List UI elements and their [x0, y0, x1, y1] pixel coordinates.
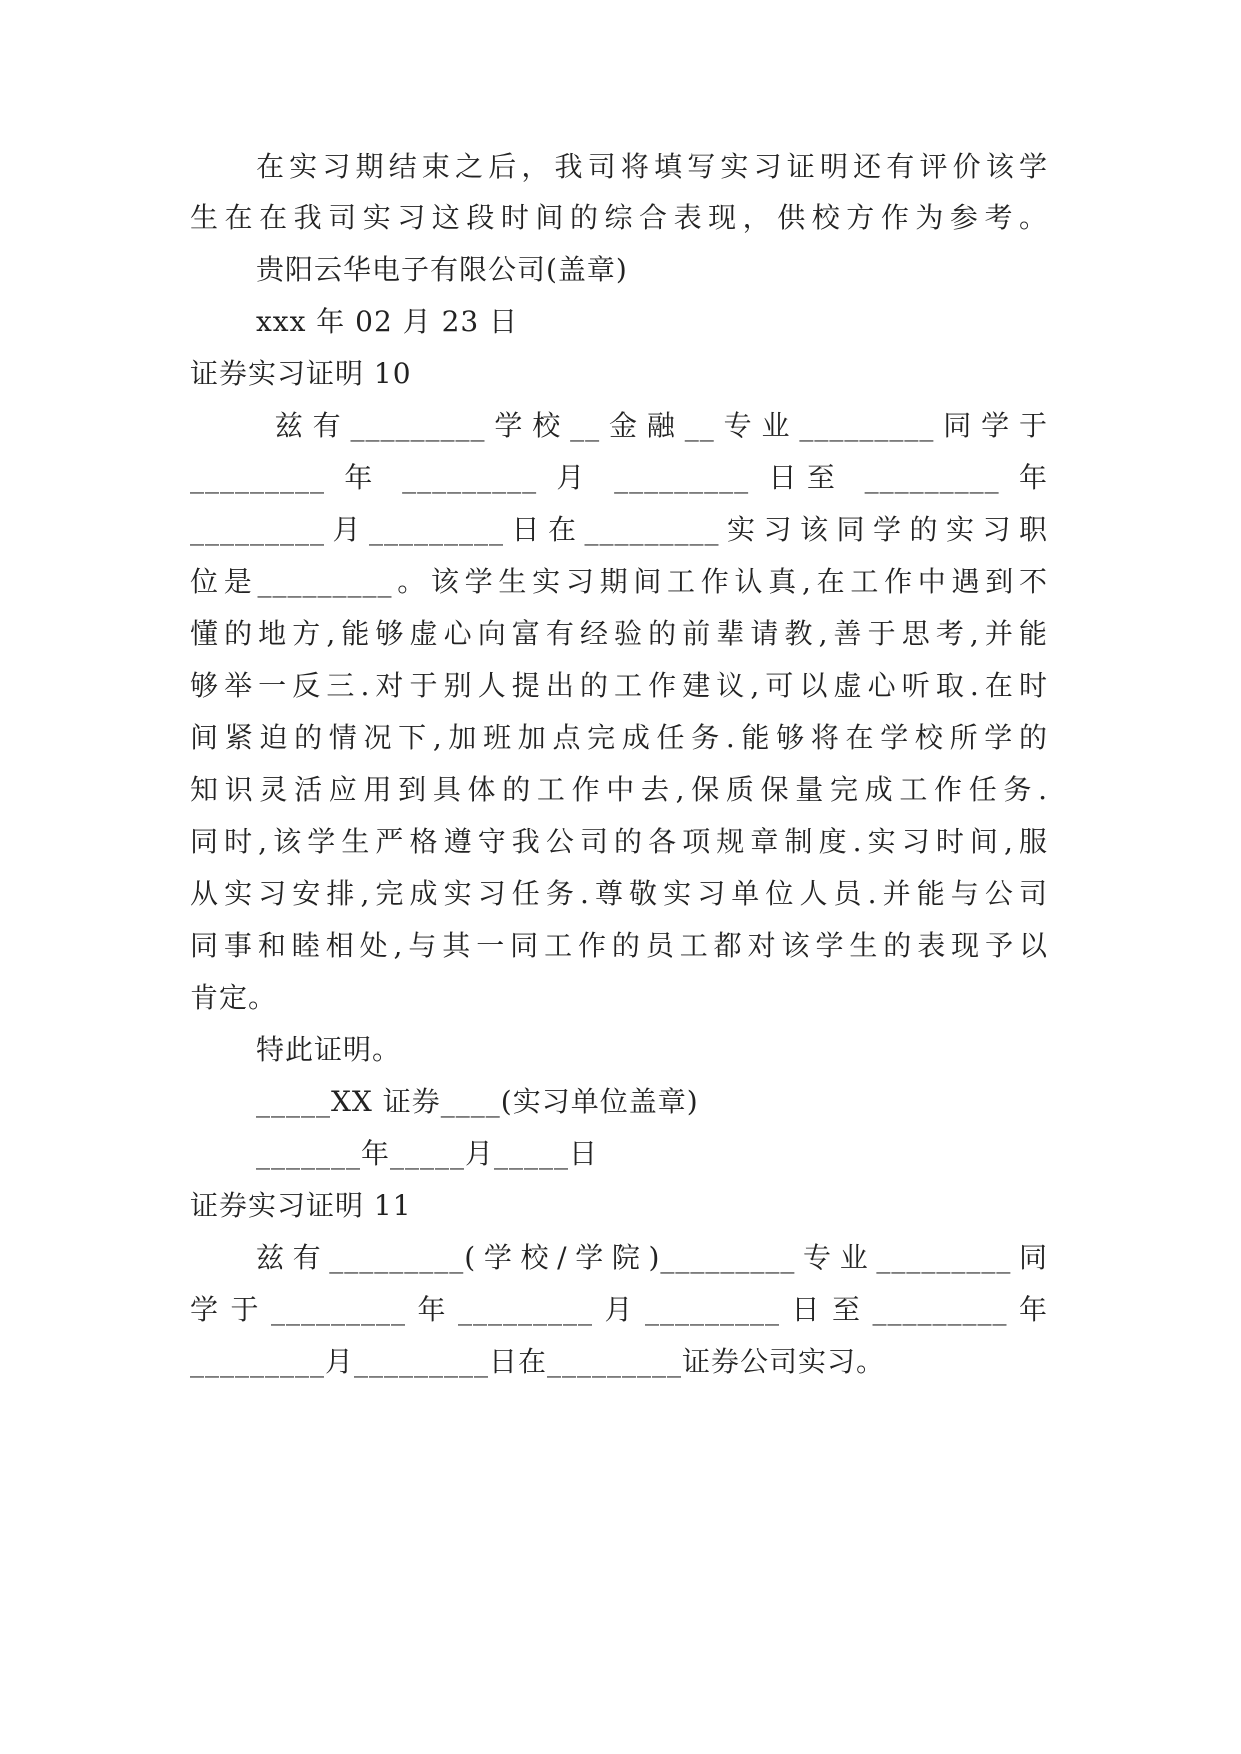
paragraph-line: 生在在我司实习这段时间的综合表现，供校方作为参考。 — [190, 201, 1048, 234]
paragraph-line: 肯定。 — [190, 981, 278, 1014]
section-heading: 证券实习证明 11 — [190, 1189, 412, 1222]
company-seal-line: 贵阳云华电子有限公司(盖章) — [256, 253, 628, 286]
date-blank-line: _______年_____月_____日 — [256, 1137, 599, 1170]
date-line: xxx 年 02 月 23 日 — [256, 305, 519, 338]
paragraph-line: 从实习安排,完成实习任务.尊敬实习单位人员.并能与公司 — [190, 877, 1048, 910]
unit-seal-line: _____XX 证券____(实习单位盖章) — [256, 1085, 699, 1118]
paragraph-line: 懂的地方,能够虚心向富有经验的前辈请教,善于思考,并能 — [190, 617, 1048, 650]
paragraph-line: _________月_________日在_________证券公司实习。 — [190, 1345, 886, 1378]
paragraph-line: 学于_________年_________月_________日至_________年 — [190, 1293, 1048, 1326]
paragraph-line: 兹有_________学校__金融__专业_________同学于 — [256, 409, 1048, 442]
paragraph-line: 位是_________。该学生实习期间工作认真,在工作中遇到不 — [190, 565, 1048, 598]
paragraph-line: 够举一反三.对于别人提出的工作建议,可以虚心听取.在时 — [190, 669, 1048, 702]
paragraph-line: 同事和睦相处,与其一同工作的员工都对该学生的表现予以 — [190, 929, 1048, 962]
paragraph-line: 间紧迫的情况下,加班加点完成任务.能够将在学校所学的 — [190, 721, 1048, 754]
section-heading: 证券实习证明 10 — [190, 357, 412, 390]
paragraph-line: _________ 年 _________ 月 _________ 日至 _________ 年 — [190, 461, 1048, 494]
paragraph-line: 知识灵活应用到具体的工作中去,保质保量完成工作任务. — [190, 773, 1048, 806]
paragraph-line: _________月_________日在_________实习该同学的实习职 — [190, 513, 1048, 546]
certify-line: 特此证明。 — [256, 1033, 402, 1066]
paragraph-line: 在实习期结束之后，我司将填写实习证明还有评价该学 — [256, 150, 1048, 183]
paragraph-line: 同时,该学生严格遵守我公司的各项规章制度.实习时间,服 — [190, 825, 1048, 858]
paragraph-line: 兹有_________(学校/学院)_________专业_________同 — [256, 1241, 1048, 1274]
